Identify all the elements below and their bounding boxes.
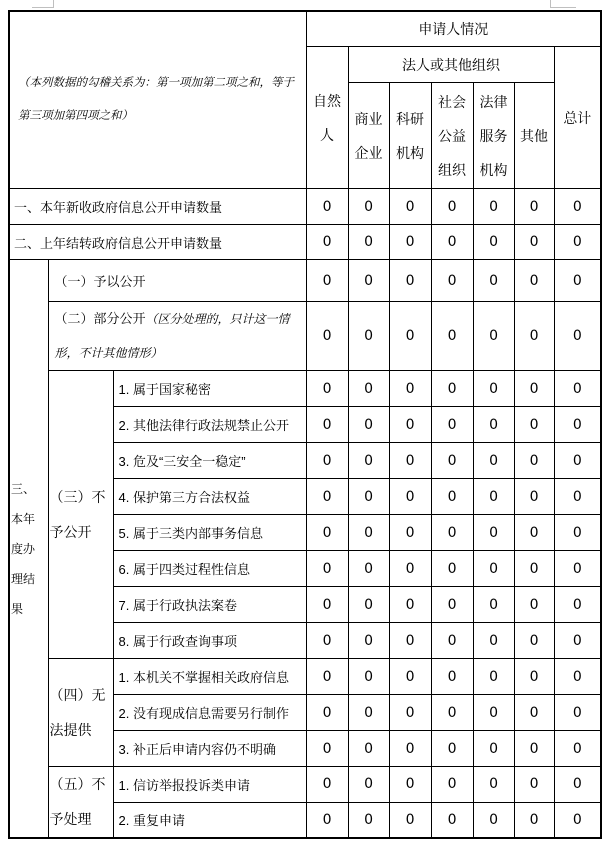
value-cell: 0 [431,695,473,731]
value-cell: 0 [306,623,348,659]
value-cell: 0 [431,767,473,803]
value-cell: 0 [514,371,554,407]
reconciliation-note: （本列数据的勾稽关系为：第一项加第二项之和，等于第三项加第四项之和） [9,11,306,189]
value-cell: 0 [389,587,431,623]
value-cell: 0 [348,802,389,838]
value-cell: 0 [473,587,514,623]
value-cell: 0 [348,515,389,551]
row-label [48,302,306,371]
value-cell: 0 [306,802,348,838]
row-label: 1. 本机关不掌握相关政府信息 [113,659,306,695]
value-cell: 0 [348,479,389,515]
value-cell: 0 [306,189,348,225]
value-cell: 0 [431,515,473,551]
value-cell: 0 [473,225,514,260]
value-cell: 0 [514,479,554,515]
page-margin-mark-right [550,0,576,8]
value-cell: 0 [389,302,431,371]
value-cell: 0 [554,659,601,695]
value-cell: 0 [306,551,348,587]
value-cell: 0 [348,407,389,443]
value-cell: 0 [348,443,389,479]
value-cell: 0 [473,515,514,551]
value-cell: 0 [389,225,431,260]
value-cell: 0 [431,260,473,302]
value-cell: 0 [554,802,601,838]
value-cell: 0 [306,479,348,515]
value-cell: 0 [389,189,431,225]
header-legal-service: 法律服务机构 [473,83,514,189]
value-cell: 0 [431,802,473,838]
value-cell: 0 [554,515,601,551]
disclosure-report-table [8,10,602,839]
table-row [9,371,601,407]
value-cell: 0 [431,551,473,587]
section-unable-to-provide: （四）无法提供 [48,659,113,767]
row-label: 二、上年结转政府信息公开申请数量 [9,225,306,260]
value-cell: 0 [554,731,601,767]
table-row [9,189,601,225]
value-cell: 0 [389,371,431,407]
value-cell: 0 [514,802,554,838]
value-cell: 0 [389,767,431,803]
value-cell: 0 [514,225,554,260]
value-cell: 0 [389,443,431,479]
value-cell: 0 [554,551,601,587]
value-cell: 0 [514,659,554,695]
value-cell: 0 [348,587,389,623]
value-cell: 0 [431,407,473,443]
table-row [9,767,601,803]
row-label: 2. 其他法律行政法规禁止公开 [113,407,306,443]
value-cell: 0 [431,371,473,407]
header-social: 社会公益组织 [431,83,473,189]
value-cell: 0 [389,731,431,767]
value-cell: 0 [431,479,473,515]
value-cell: 0 [348,189,389,225]
value-cell: 0 [389,407,431,443]
row-label: （一）予以公开 [48,260,306,302]
row-label: 3. 危及“三安全一稳定” [113,443,306,479]
value-cell: 0 [554,695,601,731]
row-label: 一、本年新收政府信息公开申请数量 [9,189,306,225]
value-cell: 0 [348,767,389,803]
row-label: 1. 信访举报投诉类申请 [113,767,306,803]
row-label: 2. 重复申请 [113,802,306,838]
value-cell: 0 [389,695,431,731]
value-cell: 0 [306,443,348,479]
row-label: 1. 属于国家秘密 [113,371,306,407]
value-cell: 0 [389,551,431,587]
value-cell: 0 [473,802,514,838]
value-cell: 0 [554,260,601,302]
value-cell: 0 [431,302,473,371]
value-cell: 0 [431,225,473,260]
value-cell: 0 [348,225,389,260]
value-cell: 0 [306,260,348,302]
value-cell: 0 [348,659,389,695]
value-cell: 0 [514,443,554,479]
value-cell: 0 [306,659,348,695]
value-cell: 0 [514,515,554,551]
value-cell: 0 [306,302,348,371]
value-cell: 0 [554,189,601,225]
row-label: 3. 补正后申请内容仍不明确 [113,731,306,767]
value-cell: 0 [348,302,389,371]
header-applicant-group: 申请人情况 [306,11,601,47]
value-cell: 0 [514,587,554,623]
value-cell: 0 [514,407,554,443]
value-cell: 0 [348,731,389,767]
value-cell: 0 [431,443,473,479]
header-natural-person: 自然人 [306,47,348,189]
value-cell: 0 [514,302,554,371]
value-cell: 0 [473,551,514,587]
value-cell: 0 [473,659,514,695]
value-cell: 0 [554,623,601,659]
row-label: 2. 没有现成信息需要另行制作 [113,695,306,731]
value-cell: 0 [514,767,554,803]
value-cell: 0 [514,189,554,225]
value-cell: 0 [306,767,348,803]
partial-open-label: （二）部分公开 [54,311,146,326]
value-cell: 0 [431,623,473,659]
value-cell: 0 [554,767,601,803]
section-annual-result: 三、本年度办理结果 [9,260,48,839]
value-cell: 0 [348,695,389,731]
value-cell: 0 [473,623,514,659]
value-cell: 0 [473,260,514,302]
value-cell: 0 [473,407,514,443]
value-cell: 0 [431,587,473,623]
value-cell: 0 [514,551,554,587]
value-cell: 0 [514,623,554,659]
value-cell: 0 [473,479,514,515]
header-research: 科研机构 [389,83,431,189]
value-cell: 0 [554,371,601,407]
table-row [9,659,601,695]
value-cell: 0 [348,260,389,302]
value-cell: 0 [306,407,348,443]
section-refuse: （三）不予公开 [48,371,113,659]
value-cell: 0 [306,371,348,407]
value-cell: 0 [389,802,431,838]
header-other: 其他 [514,83,554,189]
value-cell: 0 [473,302,514,371]
value-cell: 0 [514,731,554,767]
value-cell: 0 [389,623,431,659]
value-cell: 0 [306,225,348,260]
value-cell: 0 [554,479,601,515]
value-cell: 0 [473,731,514,767]
value-cell: 0 [554,443,601,479]
value-cell: 0 [554,225,601,260]
value-cell: 0 [514,260,554,302]
value-cell: 0 [306,695,348,731]
value-cell: 0 [348,371,389,407]
value-cell: 0 [348,623,389,659]
page-margin-mark-left [32,0,54,8]
value-cell: 0 [473,371,514,407]
header-legal-org-group: 法人或其他组织 [348,47,554,83]
value-cell: 0 [431,189,473,225]
value-cell: 0 [473,443,514,479]
row-label: 8. 属于行政查询事项 [113,623,306,659]
header-total: 总计 [554,47,601,189]
value-cell: 0 [306,731,348,767]
header-commercial: 商业企业 [348,83,389,189]
value-cell: 0 [306,587,348,623]
value-cell: 0 [514,695,554,731]
value-cell: 0 [389,260,431,302]
value-cell: 0 [431,659,473,695]
value-cell: 0 [389,479,431,515]
value-cell: 0 [348,551,389,587]
table-row [9,225,601,260]
value-cell: 0 [554,302,601,371]
value-cell: 0 [473,767,514,803]
value-cell: 0 [473,695,514,731]
value-cell: 0 [554,587,601,623]
row-label: 5. 属于三类内部事务信息 [113,515,306,551]
table-row [9,302,601,371]
value-cell: 0 [431,731,473,767]
header-row-1 [9,11,601,47]
value-cell: 0 [389,659,431,695]
value-cell: 0 [389,515,431,551]
value-cell: 0 [306,515,348,551]
row-label: 7. 属于行政执法案卷 [113,587,306,623]
section-no-processing: （五）不予处理 [48,767,113,839]
row-label: 6. 属于四类过程性信息 [113,551,306,587]
value-cell: 0 [473,189,514,225]
row-label: 4. 保护第三方合法权益 [113,479,306,515]
value-cell: 0 [554,407,601,443]
table-row [9,260,601,302]
partial-open-note: （区分处理的，只计这一情形，不计其他情形） [54,312,290,360]
